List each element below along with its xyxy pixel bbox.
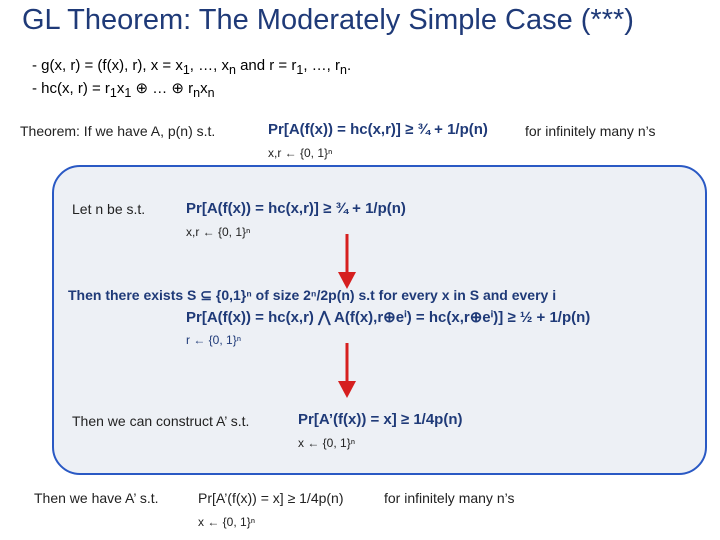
theorem-sample: x,r ← {0, 1}ⁿ — [268, 146, 333, 160]
step1-label: Let n be s.t. — [72, 201, 146, 217]
step2-statement: Then there exists S ⊆ {0,1}ⁿ of size 2ⁿ/2p(n) s.t for every x in S and every i — [68, 287, 557, 303]
definition-hc: - hc(x, $r) = r_1x_1$ ⊕ … ⊕ $r_nx_n$ — [32, 80, 215, 100]
step2-sample: r ← {0, 1}ⁿ — [186, 333, 242, 347]
definition-g: - g(x, r) = (f(x), r), $x = x_1$, …, $x_n$ and $r = r_1$, …, $r_n$. — [32, 57, 352, 77]
conclusion-suffix: for infinitely many n’s — [384, 490, 515, 506]
theorem-formula: Pr[A(f(x)) = hc(x,r)] ≥ ¾ + 1/p(n) — [268, 121, 488, 138]
step3-sample: x ← {0, 1}ⁿ — [298, 436, 356, 450]
conclusion-label: Then we have A’ s.t. — [34, 490, 159, 506]
step1-sample: x,r ← {0, 1}ⁿ — [186, 225, 251, 239]
step3-formula: Pr[A’(f(x)) = x] ≥ 1/4p(n) — [298, 411, 463, 428]
conclusion-sample: x ← {0, 1}ⁿ — [198, 515, 256, 529]
step1-formula: Pr[A(f(x)) = hc(x,r)] ≥ ¾ + 1/p(n) — [186, 200, 406, 217]
step2-formula: Pr[A(f(x)) = hc(x,r) ⋀ A(f(x),r⊕eⁱ) = hc(x,r⊕eⁱ)] ≥ ½ + 1/p(n) — [186, 309, 591, 326]
theorem-label: Theorem: If we have A, p(n) s.t. — [20, 123, 216, 139]
theorem-suffix: for infinitely many n’s — [525, 123, 656, 139]
down-arrow-icon — [337, 234, 357, 290]
conclusion-formula: Pr[A’(f(x)) = x] ≥ 1/4p(n) — [198, 490, 344, 506]
slide-title: GL Theorem: The Moderately Simple Case (***) — [22, 4, 634, 36]
down-arrow-icon — [337, 343, 357, 399]
step3-label: Then we can construct A’ s.t. — [72, 413, 250, 429]
